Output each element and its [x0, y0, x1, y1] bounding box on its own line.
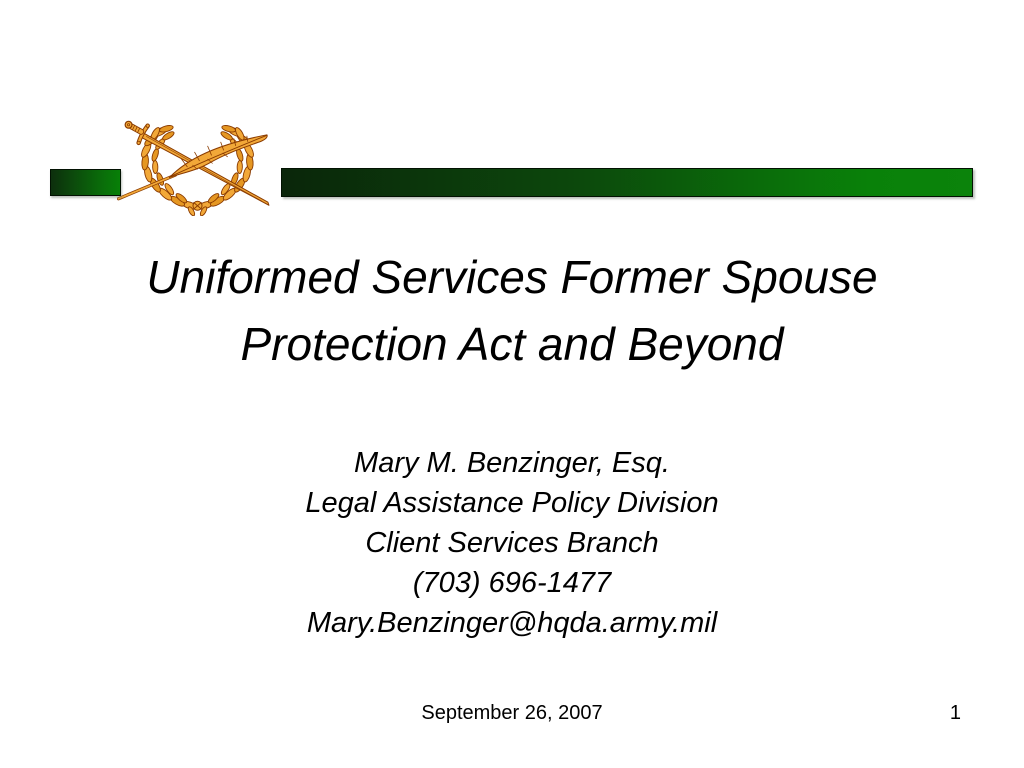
slide-number: 1 [949, 702, 961, 724]
slide-subtitle [4, 443, 1020, 643]
subtitle-branch: Client Services Branch [365, 527, 659, 559]
footer-date: September 26, 2007 [421, 702, 603, 724]
subtitle-email: Mary.Benzinger@hqda.army.mil [306, 607, 718, 639]
subtitle-division: Legal Assistance Policy Division [305, 487, 719, 519]
subtitle-phone: (703) 696-1477 [412, 567, 612, 599]
subtitle-presenter-name: Mary M. Benzinger, Esq. [354, 447, 670, 479]
slide-title [5, 244, 1019, 378]
green-bar-right-segment [281, 168, 973, 197]
green-bar-left-segment [50, 169, 121, 196]
jag-corps-insignia-icon [117, 116, 278, 216]
slide-title-line1: Uniformed Services Former Spouse [146, 251, 878, 303]
slide-title-line2: Protection Act and Beyond [240, 318, 784, 370]
wreath-knot [193, 201, 202, 210]
